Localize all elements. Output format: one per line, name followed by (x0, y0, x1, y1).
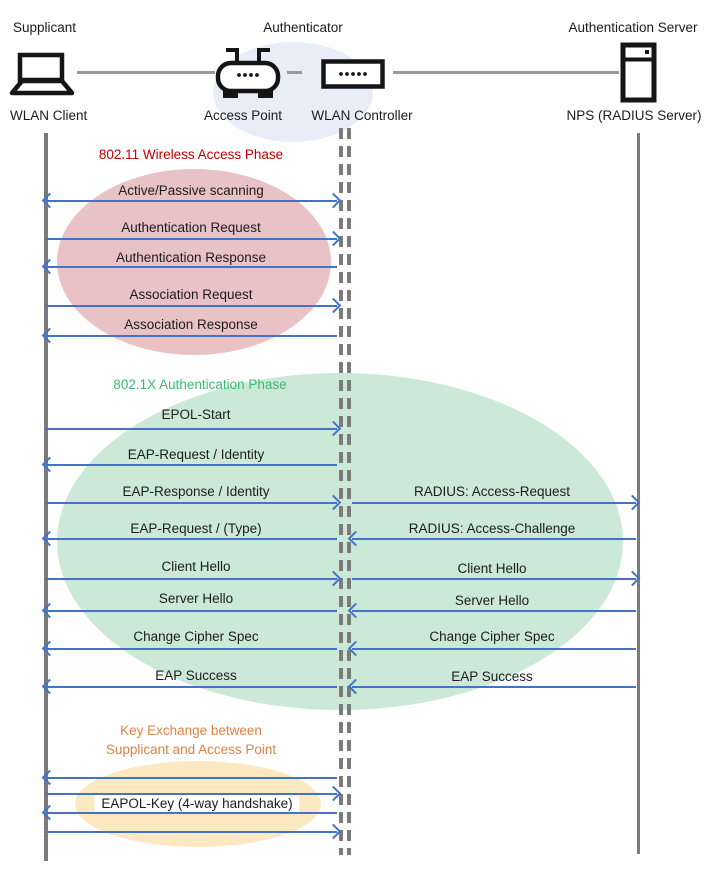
message-label: EPOL-Start (161, 407, 231, 422)
message-label: RADIUS: Access-Request (413, 484, 571, 499)
message-arrow (352, 502, 636, 504)
message-label: Change Cipher Spec (133, 629, 259, 644)
auth-server-role-label: Authentication Server (568, 20, 698, 35)
message-arrow (46, 812, 337, 814)
message-arrow (46, 831, 337, 833)
wireless-router-icon (213, 44, 283, 102)
message-label: EAP Success (451, 669, 533, 684)
message-label: Association Response (124, 317, 258, 332)
message-arrow (46, 777, 337, 779)
message-label: Change Cipher Spec (429, 629, 555, 644)
client-to-ap-line (77, 71, 215, 74)
message-arrow (352, 578, 636, 580)
wlan-controller-label: WLAN Controller (311, 108, 413, 123)
message-arrow (352, 610, 636, 612)
phase3-title-line2: Supplicant and Access Point (105, 742, 277, 757)
message-label: Active/Passive scanning (118, 183, 264, 198)
message-arrow (46, 538, 337, 540)
message-arrow (352, 686, 636, 688)
message-label: Client Hello (457, 561, 527, 576)
message-arrow (46, 200, 337, 202)
message-arrow (46, 428, 337, 430)
message-label: Server Hello (158, 591, 234, 606)
ap-to-controller-dash (287, 71, 302, 74)
message-label: Server Hello (454, 593, 530, 608)
message-arrow (46, 238, 337, 240)
message-arrow (46, 266, 337, 268)
message-label: EAP-Response / Identity (122, 484, 270, 499)
message-label: RADIUS: Access-Challenge (408, 521, 576, 536)
client-lifeline (44, 133, 48, 861)
message-label: EAP-Request / (Type) (130, 521, 262, 536)
message-arrow (46, 335, 337, 337)
phase3-title-line1: Key Exchange between (120, 723, 262, 738)
eapol-key-label: EAPOL-Key (4-way handshake) (94, 795, 299, 812)
message-label: Authentication Response (115, 250, 267, 265)
message-label: Authentication Request (121, 220, 261, 235)
message-label: EAP Success (155, 668, 237, 683)
message-arrow (46, 686, 337, 688)
message-arrow (352, 648, 636, 650)
phase2-title: 802.1X Authentication Phase (113, 377, 287, 392)
authenticator-role-label: Authenticator (263, 20, 343, 35)
message-arrow (46, 502, 337, 504)
message-label: Client Hello (161, 559, 231, 574)
message-arrow (46, 610, 337, 612)
nps-server-label: NPS (RADIUS Server) (566, 108, 702, 123)
laptop-icon (8, 52, 76, 96)
message-arrow (46, 578, 337, 580)
supplicant-role-label: Supplicant (13, 20, 77, 35)
message-label: Association Request (129, 287, 253, 302)
server-tower-icon (620, 42, 658, 104)
wlan-client-label: WLAN Client (10, 108, 88, 123)
message-label: EAP-Request / Identity (127, 447, 265, 462)
message-arrow (46, 464, 337, 466)
message-arrow (352, 538, 636, 540)
message-arrow (46, 648, 337, 650)
controller-to-server-line (393, 71, 619, 74)
controller-lifeline-right (347, 128, 351, 855)
phase1-title: 802.11 Wireless Access Phase (98, 147, 284, 162)
access-point-label: Access Point (203, 108, 283, 123)
phase3-title (106, 721, 276, 759)
message-arrow (46, 305, 337, 307)
server-lifeline (637, 133, 641, 854)
controller-box-icon (321, 59, 385, 89)
